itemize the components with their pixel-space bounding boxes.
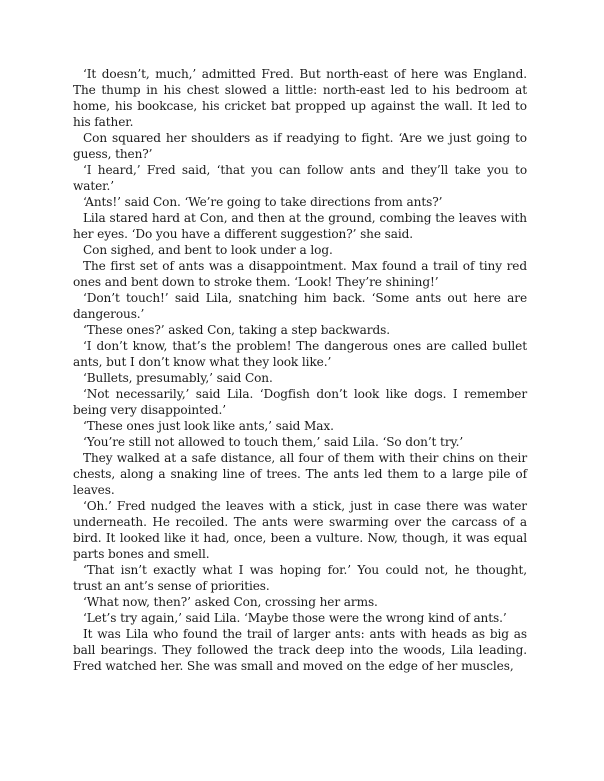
paragraph: Con sighed, and bent to look under a log. [83,243,333,257]
paragraph: ‘I don’t know, that’s the problem! The dangerous ones are called bullet ants, but I don’t know what they look like.’ [73,339,527,369]
paragraph: ‘That isn’t exactly what I was hoping for.’ You could not, he thought, trust an ant’s sense of priorities. [73,563,527,593]
paragraph: ‘You’re still not allowed to touch them,’ said Lila. ‘So don’t try.’ [83,435,464,449]
paragraph: ‘These ones?’ asked Con, taking a step backwards. [83,323,390,337]
paragraph: ‘Not necessarily,’ said Lila. ‘Dogfish don’t look like dogs. I remember being very disappointed.’ [73,387,527,417]
paragraph: ‘What now, then?’ asked Con, crossing her arms. [83,595,378,609]
paragraph: ‘Ants!’ said Con. ‘We’re going to take directions from ants?’ [83,195,443,209]
paragraph: ‘I heard,’ Fred said, ‘that you can follow ants and they’ll take you to water.’ [73,163,527,193]
paragraph: They walked at a safe distance, all four of them with their chins on their chests, along a snaking line of trees. The ants led them to a large pile of leaves. [73,451,527,497]
body-text [73,66,527,674]
paragraph: Lila stared hard at Con, and then at the ground, combing the leaves with her eyes. ‘Do you have a different suggestion?’ she said. [73,211,527,241]
paragraph: ‘Oh.’ Fred nudged the leaves with a stick, just in case there was water underneath. He recoiled. The ants were swarming over the carcass of a bird. It looked like it had, once, been a vulture. Now, though, it was equal parts bones and smell. [73,499,527,561]
paragraph: ‘Don’t touch!’ said Lila, snatching him back. ‘Some ants out here are dangerous.’ [73,291,527,321]
paragraph: ‘It doesn’t, much,’ admitted Fred. But north-east of here was England. The thump in his chest slowed a little: north-east led to his bedroom at home, his bookcase, his cricket bat propped up against the wall. It led to his father. [73,67,527,129]
paragraph: ‘Bullets, presumably,’ said Con. [83,371,273,385]
paragraph: It was Lila who found the trail of larger ants: ants with heads as big as ball bearings. They followed the track deep into the woods, Lila leading. Fred watched her. She was small and moved on the edge of her muscles, [73,627,527,673]
paragraph: ‘Let’s try again,’ said Lila. ‘Maybe those were the wrong kind of ants.’ [83,611,507,625]
paragraph: Con squared her shoulders as if readying to fight. ‘Are we just going to guess, then?’ [73,131,527,161]
paragraph: The first set of ants was a disappointment. Max found a trail of tiny red ones and bent down to stroke them. ‘Look! They’re shining!’ [73,259,527,289]
paragraph: ‘These ones just look like ants,’ said Max. [83,419,334,433]
